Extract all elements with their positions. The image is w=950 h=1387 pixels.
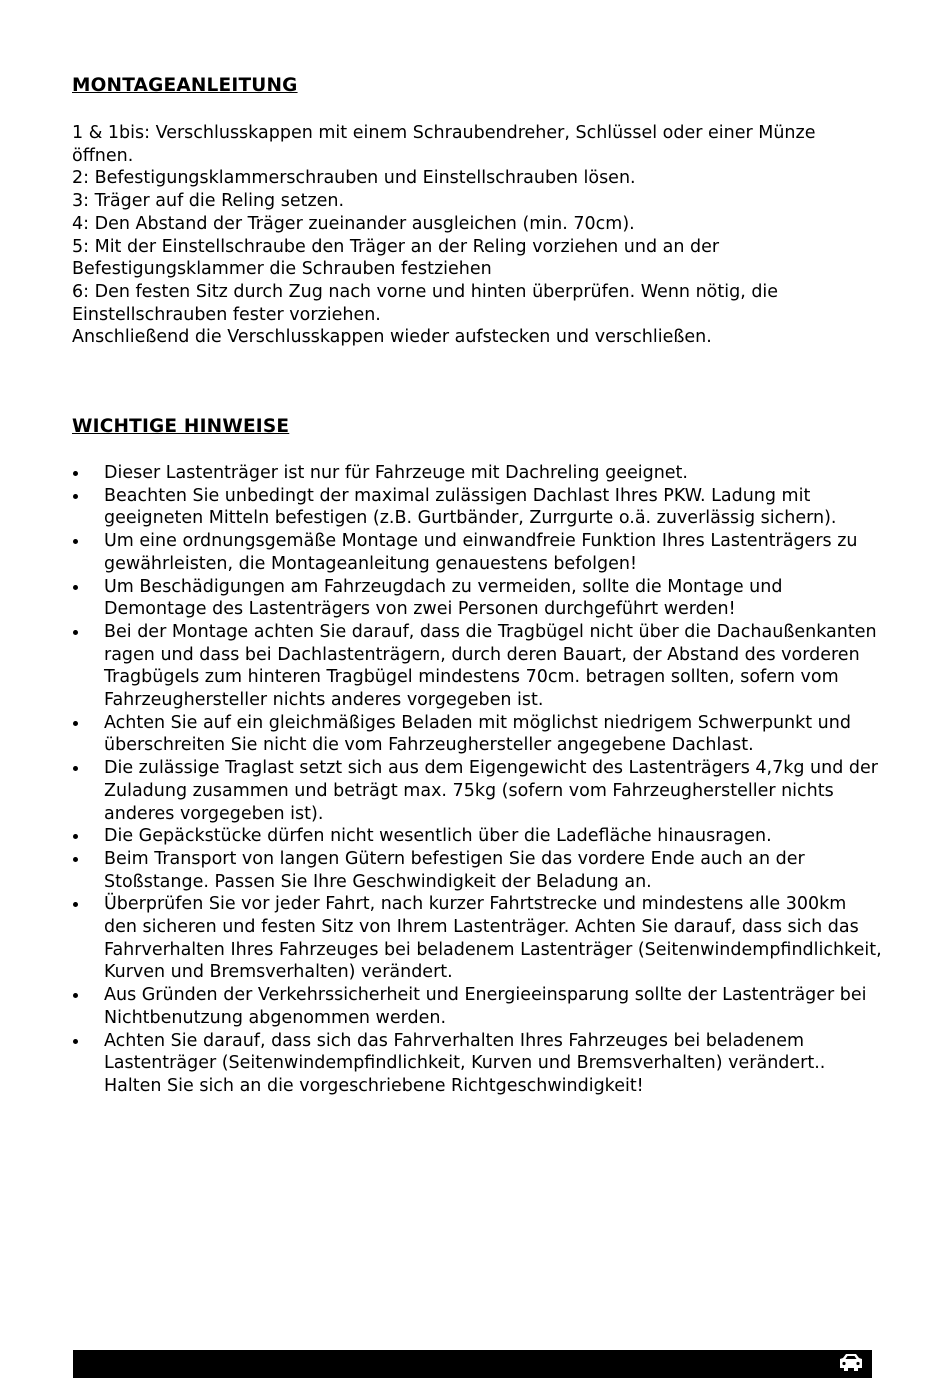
list-item-text: Beim Transport von langen Gütern befestigen Sie das vordere Ende auch an der Stoßstange. Passen Sie Ihre Geschwindigkeit der Beladung an. <box>104 848 805 892</box>
list-item-text: Um Beschädigungen am Fahrzeugdach zu vermeiden, sollte die Montage und Demontage des Lastenträgers von zwei Personen durchgeführt werden! <box>104 576 783 620</box>
list-item <box>72 1030 882 1098</box>
list-item-text: Überprüfen Sie vor jeder Fahrt, nach kurzer Fahrtstrecke und mindestens alle 300km den sicheren und festen Sitz von Ihrem Lastenträger. Achten Sie darauf, dass sich das Fahrverhalten Ihres Fahrzeuges bei beladenem Lastenträger (Seitenwindempfindlichkeit, Kurven und Bremsverhalten) verändert. <box>104 894 882 983</box>
montage-step: 5: Mit der Einstellschraube den Träger an der Reling vorziehen und an der Befestigungsklammer die Schrauben festziehen <box>72 236 720 280</box>
hinweise-list <box>72 462 882 1098</box>
list-item <box>72 485 882 530</box>
montage-steps <box>72 122 882 349</box>
list-item <box>72 621 882 712</box>
montage-step: 1 & 1bis: Verschlusskappen mit einem Schraubendreher, Schlüssel oder einer Münze öffnen. <box>72 123 816 166</box>
list-item-text: Die Gepäckstücke dürfen nicht wesentlich über die Ladefläche hinausragen. <box>104 826 772 847</box>
list-item-text: Achten Sie darauf, dass sich das Fahrverhalten Ihres Fahrzeuges bei beladenem Lastenträger (Seitenwindempfindlichkeit, Kurven und Bremsverhalten) verändert.. Halten Sie sich an die vorgeschriebene Richtgeschwindigkeit! <box>104 1030 826 1096</box>
list-item-text: Dieser Lastenträger ist nur für Fahrzeuge mit Dachreling geeignet. <box>104 463 688 483</box>
montage-step: 4: Den Abstand der Träger zueinander ausgleichen (min. 70cm). <box>72 213 635 234</box>
list-item <box>72 712 882 757</box>
montage-step: Anschließend die Verschlusskappen wieder aufstecken und verschließen. <box>72 327 712 348</box>
list-item <box>72 576 882 621</box>
list-item <box>72 984 882 1029</box>
footer-bar <box>73 1350 872 1378</box>
section-heading-wichtige-hinweise: WICHTIGE HINWEISE <box>72 416 290 437</box>
section-heading-montageanleitung: MONTAGEANLEITUNG <box>72 75 298 96</box>
montage-step: 3: Träger auf die Reling setzen. <box>72 191 345 212</box>
list-item <box>72 757 882 825</box>
list-item-text: Bei der Montage achten Sie darauf, dass die Tragbügel nicht über die Dachaußenkanten ragen und dass bei Dachlastenträgern, durch deren Bauart, der Abstand des vorderen Tragbügels zum hinteren Tragbügel mindestens 70cm. betragen sollten, sofern vom Fahrzeughersteller nichts anderes vorgegeben ist. <box>104 621 877 711</box>
car-icon <box>837 1352 865 1376</box>
list-item <box>72 848 882 893</box>
list-item <box>72 893 882 984</box>
list-item-text: Um eine ordnungsgemäße Montage und einwandfreie Funktion Ihres Lastenträgers zu gewährleisten, die Montageanleitung genauestens befolgen! <box>104 531 858 574</box>
list-item-text: Beachten Sie unbedingt der maximal zulässigen Dachlast Ihres PKW. Ladung mit geeigneten Mitteln befestigen (z.B. Gurtbänder, Zurrgurte o.ä. zuverlässig sichern). <box>104 485 837 529</box>
montage-step: 6: Den festen Sitz durch Zug nach vorne und hinten überprüfen. Wenn nötig, die Einstellschrauben fester vorziehen. <box>72 281 779 325</box>
list-item <box>72 462 882 485</box>
list-item <box>72 825 882 848</box>
montage-step: 2: Befestigungsklammerschrauben und Einstellschrauben lösen. <box>72 168 636 189</box>
list-item-text: Aus Gründen der Verkehrssicherheit und Energieeinsparung sollte der Lastenträger bei Nichtbenutzung abgenommen werden. <box>104 985 867 1028</box>
list-item-text: Achten Sie auf ein gleichmäßiges Beladen mit möglichst niedrigem Schwerpunkt und überschreiten Sie nicht die vom Fahrzeughersteller angegebene Dachlast. <box>104 712 851 756</box>
list-item-text: Die zulässige Traglast setzt sich aus dem Eigengewicht des Lastenträgers 4,7kg und der Zuladung zusammen und beträgt max. 75kg (sofern vom Fahrzeughersteller nichts anderes vorgegeben ist). <box>104 758 878 824</box>
list-item <box>72 530 882 575</box>
